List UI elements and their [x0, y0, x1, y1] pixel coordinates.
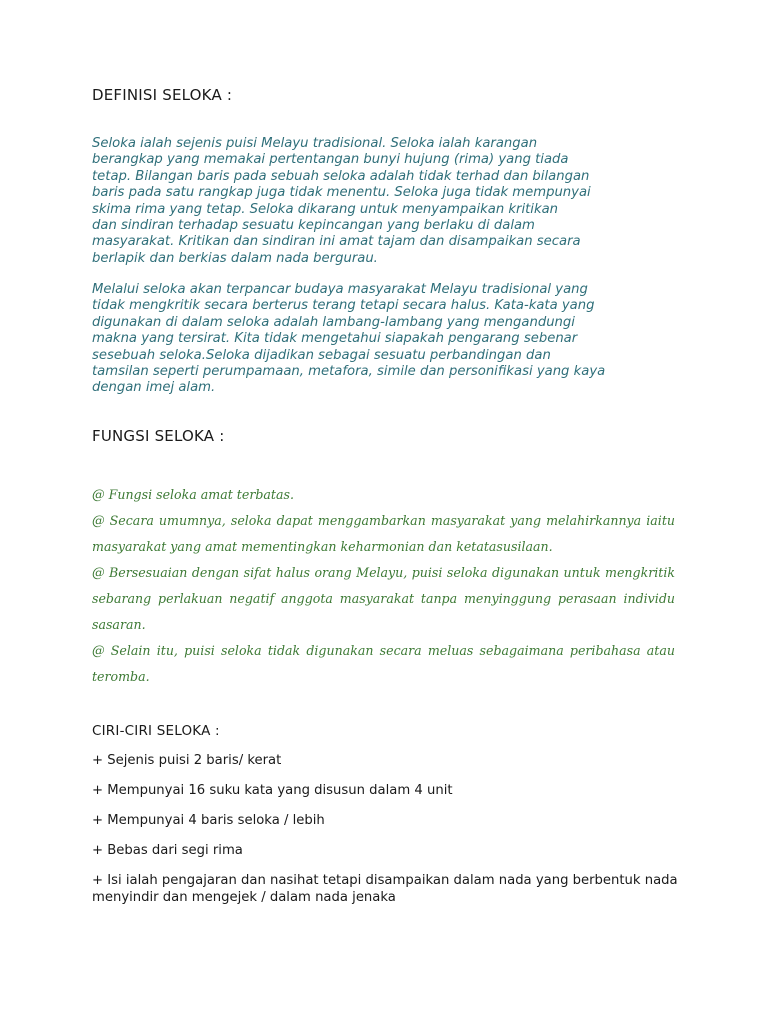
definisi-paragraph-2: Melalui seloka akan terpancar budaya masyarakat Melayu tradisional yang tidak mengkritik secara berterus terang tetapi secara halus. Kata-kata yang digunakan di dalam seloka adalah lambang-lambang yang mengandungi makna yang tersirat. Kita tidak mengetahui siapakah pengarang sebenar sesebuah seloka.Seloka dijadikan sebagai sesuatu perbandingan dan tamsilan seperti perumpamaan, metafora, simile dan personifikasi yang kaya dengan imej alam.: [92, 282, 606, 396]
fungsi-item: @ Selain itu, puisi seloka tidak digunakan secara meluas sebagaimana peribahasa atau teromba.: [92, 643, 675, 684]
fungsi-list: [92, 482, 675, 690]
definisi-heading: DEFINISI SELOKA :: [92, 86, 233, 104]
ciri-list: [92, 752, 692, 919]
definisi-paragraph-1: Seloka ialah sejenis puisi Melayu tradisional. Seloka ialah karangan berangkap yang memakai pertentangan bunyi hujung (rima) yang tiada tetap. Bilangan baris pada sebuah seloka adalah tidak terhad dan bilangan baris pada satu rangkap juga tidak menentu. Seloka juga tidak mempunyai skima rima yang tetap. Seloka dikarang untuk menyampaikan kritikan dan sindiran terhadap sesuatu kepincangan yang berlaku di dalam masyarakat. Kritikan dan sindiran ini amat tajam dan disampaikan secara berlapik dan berkias dalam nada bergurau.: [92, 136, 591, 266]
ciri-item: + Bebas dari segi rima: [92, 843, 243, 858]
ciri-item: + Mempunyai 16 suku kata yang disusun dalam 4 unit: [92, 783, 453, 798]
fungsi-item: @ Bersesuaian dengan sifat halus orang Melayu, puisi seloka digunakan untuk mengkritik sebarang perlakuan negatif anggota masyarakat tanpa menyinggung perasaan individu sasaran.: [92, 565, 675, 632]
fungsi-heading: FUNGSI SELOKA :: [92, 427, 225, 445]
ciri-heading: CIRI-CIRI SELOKA :: [92, 723, 220, 739]
fungsi-item: @ Fungsi seloka amat terbatas.: [92, 487, 294, 502]
ciri-item: + Mempunyai 4 baris seloka / lebih: [92, 813, 325, 828]
ciri-item: + Sejenis puisi 2 baris/ kerat: [92, 753, 282, 768]
ciri-item: + Isi ialah pengajaran dan nasihat tetapi disampaikan dalam nada yang berbentuk nada menyindir dan mengejek / dalam nada jenaka: [92, 873, 678, 905]
fungsi-item: @ Secara umumnya, seloka dapat menggambarkan masyarakat yang melahirkannya iaitu masyarakat yang amat mementingkan keharmonian dan ketatasusilaan.: [92, 513, 675, 554]
